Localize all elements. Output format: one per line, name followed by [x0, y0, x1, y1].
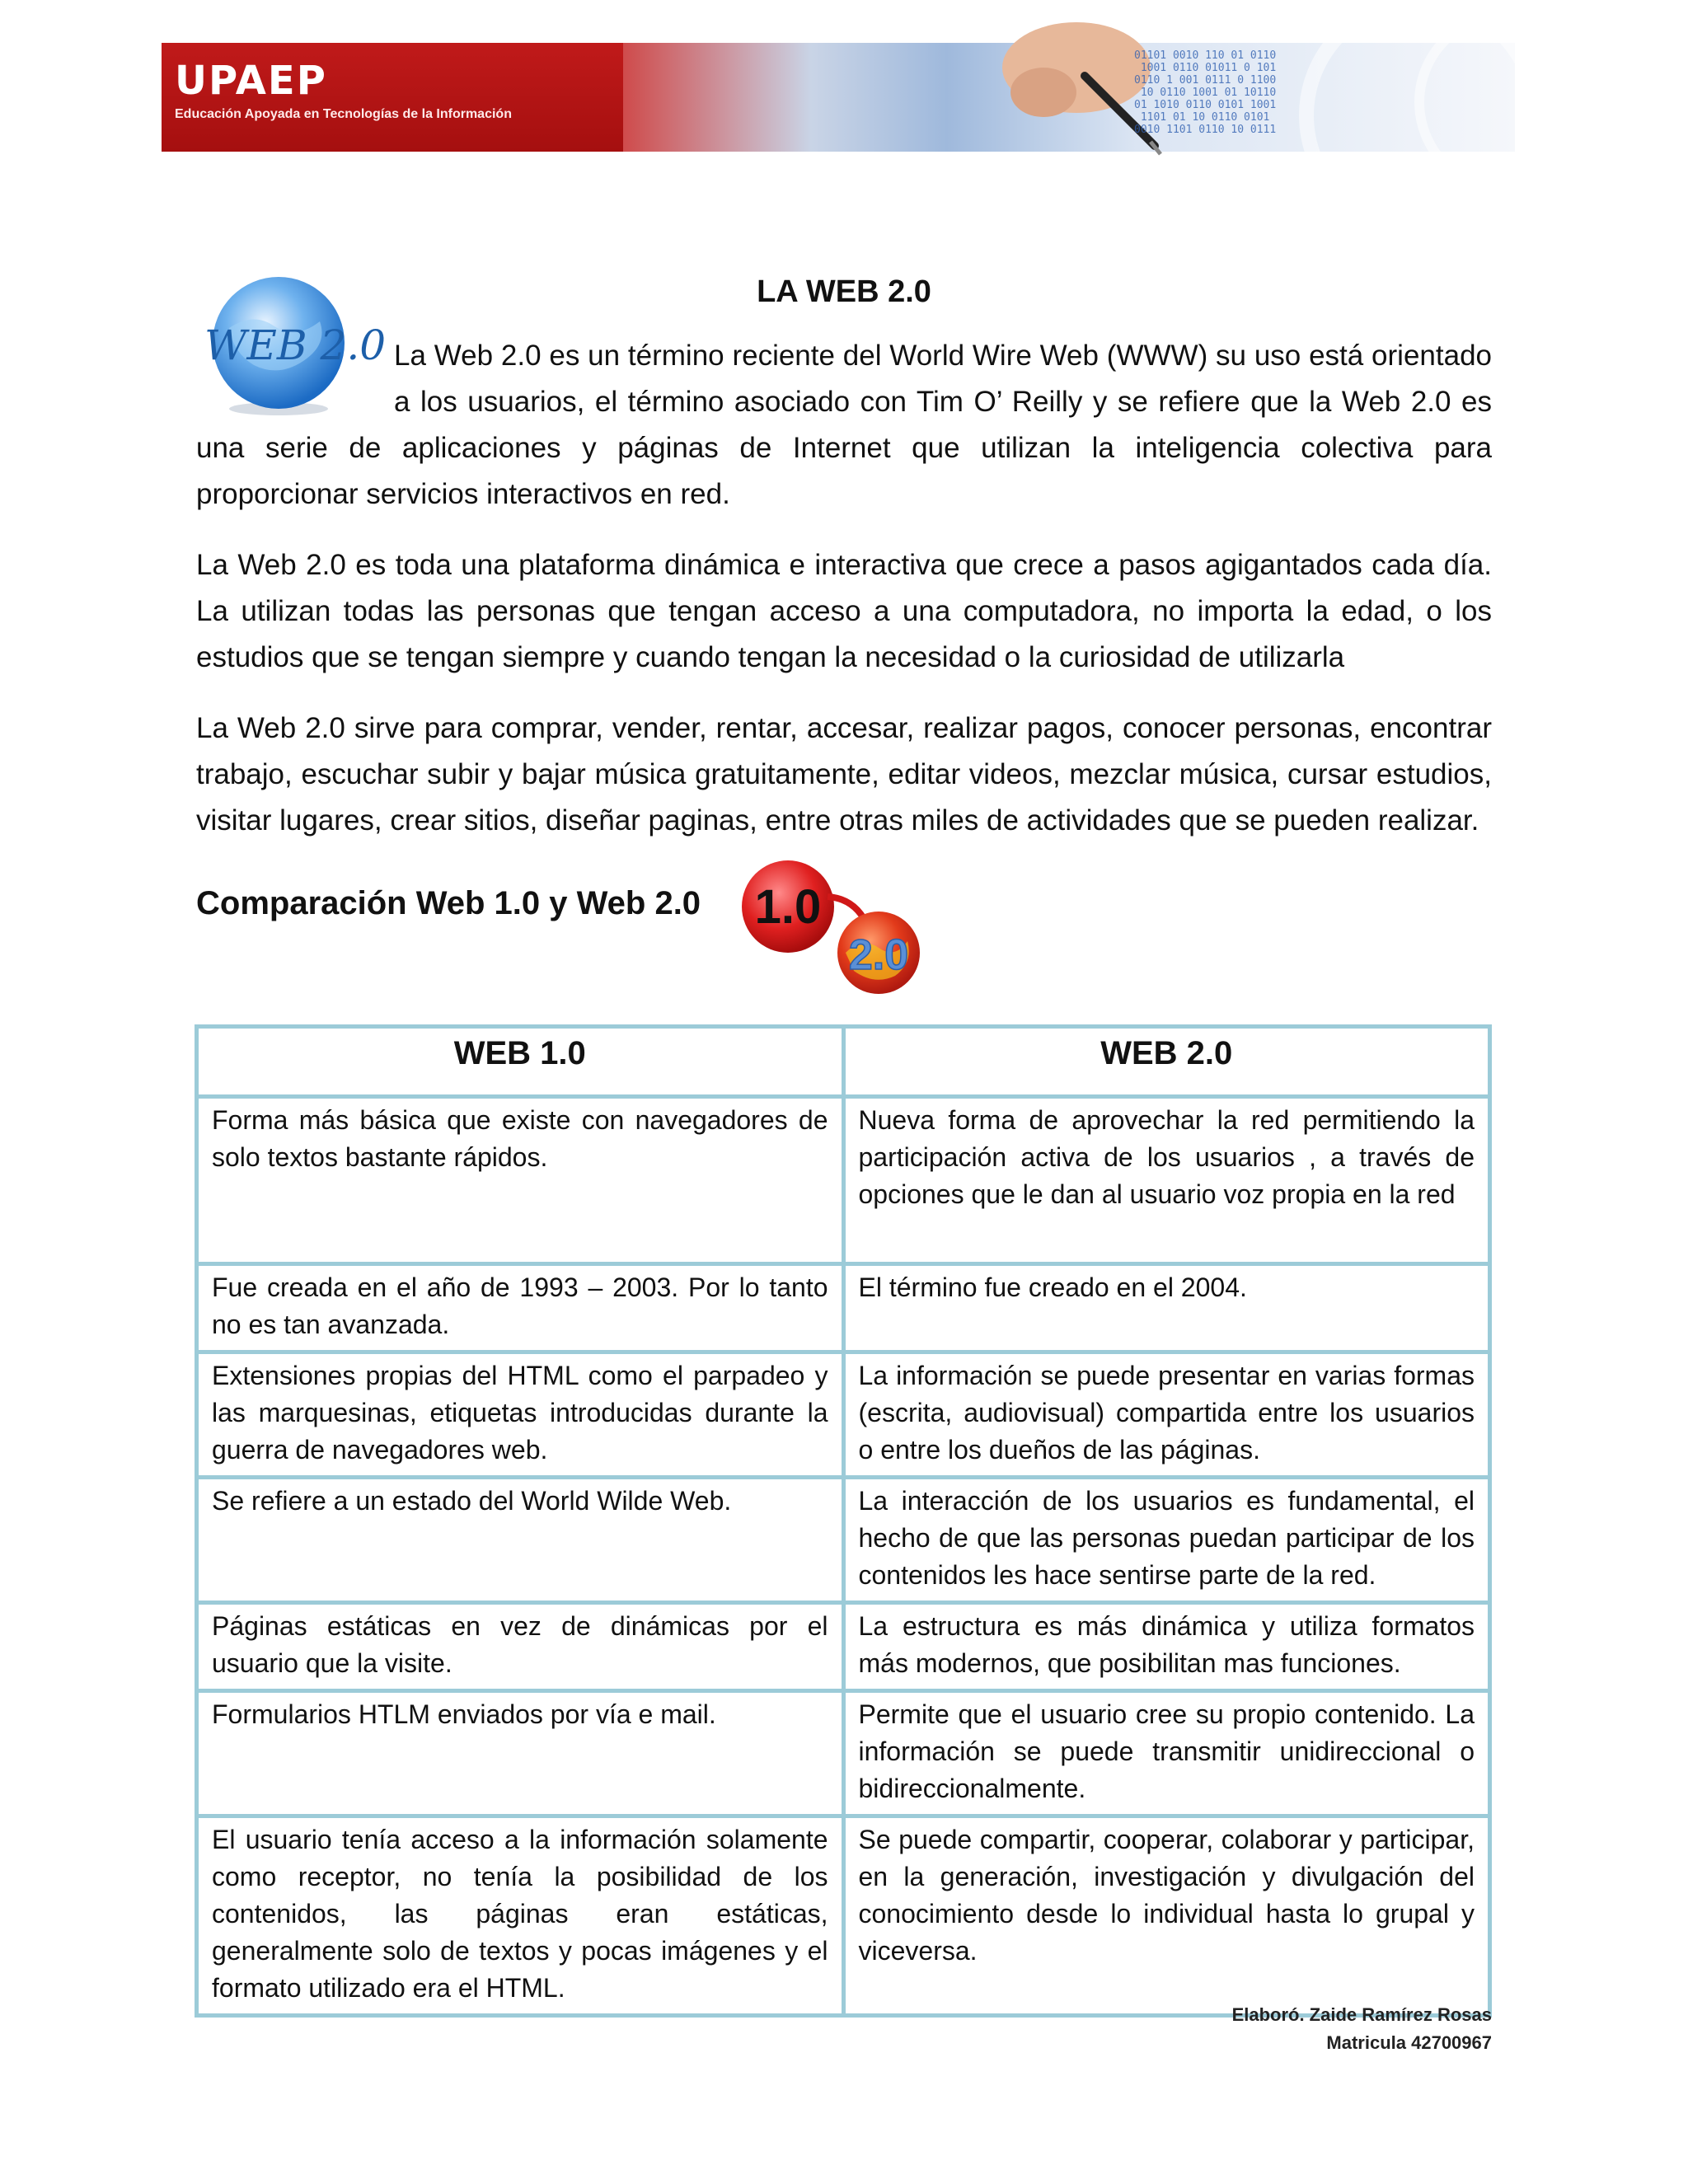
- footer-signature: [1232, 2001, 1492, 2057]
- cell-web10: Páginas estáticas en vez de dinámicas por el usuario que la visite.: [197, 1603, 844, 1691]
- header-banner: [162, 43, 1515, 152]
- table-row: [197, 1478, 1490, 1603]
- cell-web10: Fue creada en el año de 1993 – 2003. Por lo tanto no es tan avanzada.: [197, 1264, 844, 1352]
- globe-logo-text: WEB 2.0: [204, 321, 387, 369]
- cell-web10: Forma más básica que existe con navegadores de solo textos bastante rápidos.: [197, 1097, 844, 1264]
- column-header-web10: WEB 1.0: [197, 1027, 844, 1097]
- table-row: [197, 1691, 1490, 1816]
- paragraph-2: La Web 2.0 es toda una plataforma dinámica e interactiva que crece a pasos agigantados cada día. La utilizan todas las personas que tengan acceso a una computadora, no importa la edad, o los estudios que se tengan siempre y cuando tengan la necesidad o la curiosidad de utilizarla: [196, 549, 1492, 673]
- footer-author: Elaboró. Zaide Ramírez Rosas: [1231, 2004, 1492, 2025]
- table-row: [197, 1264, 1490, 1352]
- upaep-logo: UPAEP: [175, 58, 327, 104]
- binary-pattern-icon: 01101 0010 110 01 0110 1001 0110 01011 0 101 0110 1 001 0111 0 1100 10 0110 1001 01 10110 01 1010 0110 0101 1001 1101 01 10 0110 0101 0010 1101 0110 10 0111: [1134, 49, 1277, 136]
- cell-web10: Extensiones propias del HTML como el parpadeo y las marquesinas, etiquetas introducidas durante la guerra de navegadores web.: [197, 1352, 844, 1478]
- version-upgrade-badge-icon: [730, 855, 945, 996]
- cell-web10: Formularios HTLM enviados por vía e mail.: [197, 1691, 844, 1816]
- cell-web20: La estructura es más dinámica y utiliza formatos más modernos, que posibilitan mas funciones.: [843, 1603, 1490, 1691]
- document-body: [196, 247, 1492, 979]
- cell-web20: El término fue creado en el 2004.: [843, 1264, 1490, 1352]
- table-row: [197, 1816, 1490, 2016]
- cell-web10: Se refiere a un estado del World Wilde Web.: [197, 1478, 844, 1603]
- paragraph-1: La Web 2.0 es un término reciente del World Wire Web (WWW) su uso está orientado a los usuarios, el término asociado con Tim O’ Reilly y se refiere que la Web 2.0 es una serie de aplicaciones y páginas de Internet que utilizan la inteligencia colectiva para proporcionar servicios interactivos en red.: [196, 340, 1492, 510]
- table-row: [197, 1352, 1490, 1478]
- cell-web20: Nueva forma de aprovechar la red permitiendo la participación activa de los usuarios , a través de opciones que le dan al usuario voz propia en la red: [843, 1097, 1490, 1264]
- cell-web20: La información se puede presentar en varias formas (escrita, audiovisual) compartida entre los usuarios o entre los dueños de las páginas.: [843, 1352, 1490, 1478]
- page-title: LA WEB 2.0: [757, 274, 931, 309]
- comparison-heading: Comparación Web 1.0 y Web 2.0 1.0 2.0: [196, 879, 1492, 928]
- paragraph-3: La Web 2.0 sirve para comprar, vender, rentar, accesar, realizar pagos, conocer personas, encontrar trabajo, escuchar subir y bajar música gratuitamente, editar videos, mezclar música, cursar estudios, visitar lugares, crear sitios, diseñar paginas, entre otras miles de actividades que se pueden realizar.: [196, 712, 1492, 837]
- cell-web20: Permite que el usuario cree su propio contenido. La información se puede transmitir unidireccional o bidireccionalmente.: [843, 1691, 1490, 1816]
- banner-tagline: Educación Apoyada en Tecnologías de la Información: [175, 107, 512, 121]
- badge-from-label: 1.0: [754, 880, 822, 934]
- banner-decor-arc: [1414, 10, 1599, 194]
- cell-web20: La interacción de los usuarios es fundamental, el hecho de que las personas puedan participar de los contenidos les hace sentirse parte de la red.: [843, 1478, 1490, 1603]
- comparison-table: [195, 1024, 1492, 2018]
- badge-to-label: 2.0: [848, 931, 909, 979]
- web20-globe-logo: [196, 270, 387, 419]
- cell-web20: Se puede compartir, cooperar, colaborar y participar, en la generación, investigación y divulgación del conocimiento desde lo individual hasta lo grupal y viceversa.: [843, 1816, 1490, 2016]
- banner-logo-block: [162, 43, 623, 152]
- table-header-row: [197, 1027, 1490, 1097]
- column-header-web20: WEB 2.0: [843, 1027, 1490, 1097]
- footer-id: Matricula 42700967: [1326, 2032, 1492, 2053]
- cell-web10: El usuario tenía acceso a la información solamente como receptor, no tenía la posibilidad de los contenidos, las páginas eran estáticas, generalmente solo de textos y pocas imágenes y el formato utilizado era el HTML.: [197, 1816, 844, 2016]
- table-row: [197, 1097, 1490, 1264]
- table-row: [197, 1603, 1490, 1691]
